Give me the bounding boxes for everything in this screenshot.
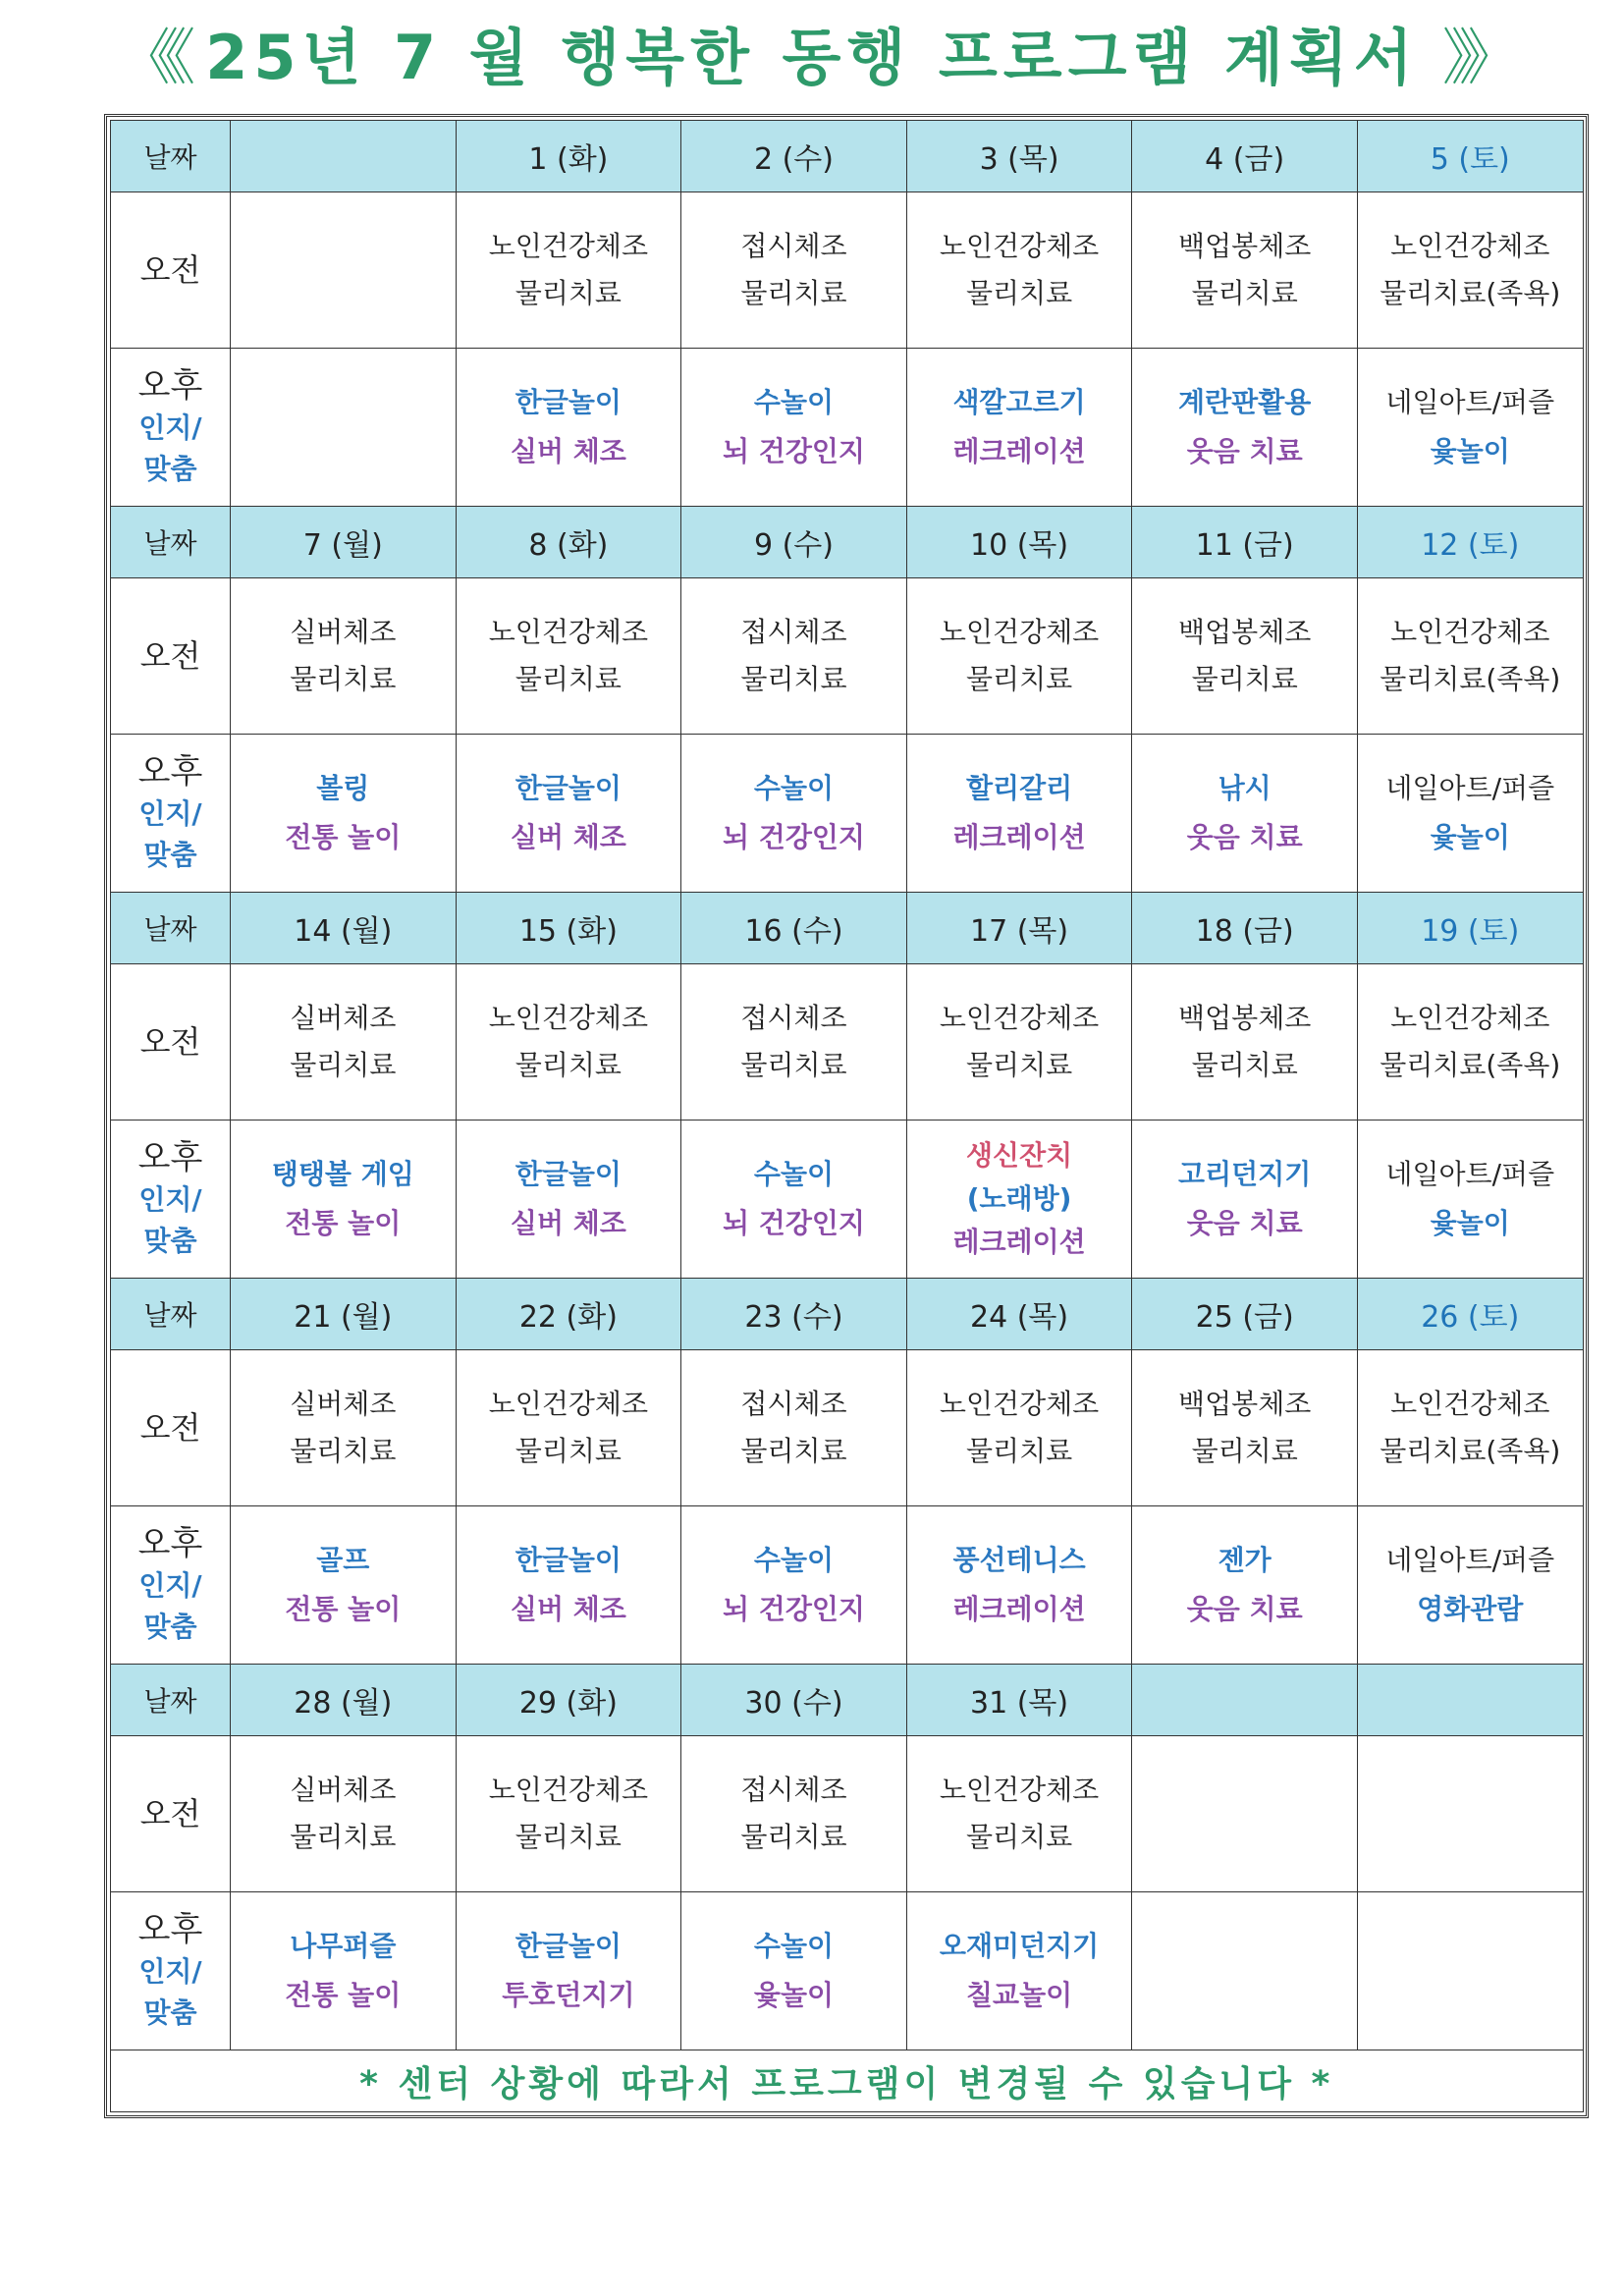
program-line: 레크레이션 [952,435,1086,467]
program-cell [456,1350,681,1506]
program-line: 노인건강체조 [488,1388,649,1420]
page-title [0,14,1624,102]
program-line: 윷놀이 [1430,1207,1510,1239]
program-cell [1357,1350,1583,1506]
program-line: 한글놀이 [514,772,622,804]
program-line: 물리치료 [740,1049,847,1081]
afternoon-label [111,1892,231,2050]
date-cell: 26 (토) [1357,1279,1583,1350]
program-line: 백업봉체조 [1178,230,1312,262]
program-line: 노인건강체조 [1390,230,1550,262]
program-cell [456,1736,681,1892]
program-line: 골프 [316,1544,370,1576]
afternoon-label [111,1121,231,1279]
program-cell [456,1121,681,1279]
program-line: 윷놀이 [1430,821,1510,853]
program-cell [231,578,457,735]
program-line: 접시체조 [740,1388,847,1420]
date-cell [1132,1665,1358,1736]
program-line: 전통 놀이 [285,1207,402,1239]
program-line: 뇌 건강인지 [722,1207,865,1239]
footer-notice: * 센터 상황에 따라서 프로그램이 변경될 수 있습니다 * [111,2050,1584,2112]
program-cell [1132,349,1358,507]
afternoon-row [111,735,1584,893]
program-cell [681,192,907,349]
program-line: 실버체조 [290,1388,397,1420]
program-line: 노인건강체조 [939,1388,1100,1420]
program-cell [1132,1736,1358,1892]
program-line: 실버 체조 [510,1593,626,1625]
program-cell [681,1506,907,1665]
date-cell: 21 (월) [231,1279,457,1350]
date-label: 날짜 [111,1665,231,1736]
program-line: 실버체조 [290,616,397,648]
date-cell: 11 (금) [1132,507,1358,578]
program-line: 노인건강체조 [488,1002,649,1034]
program-cell [1357,964,1583,1121]
program-cell [456,1506,681,1665]
program-cell [1357,349,1583,507]
program-cell [1357,1892,1583,2050]
program-line: 레크레이션 [952,821,1086,853]
afternoon-label-sub2: 맞춤 [143,839,197,871]
date-cell: 31 (목) [906,1665,1132,1736]
program-line: 계란판활용 [1178,386,1312,418]
date-row [111,1665,1584,1736]
program-cell [456,192,681,349]
program-line: 노인건강체조 [1390,1388,1550,1420]
program-cell [1357,578,1583,735]
date-cell: 14 (월) [231,893,457,964]
program-line: 노인건강체조 [939,230,1100,262]
program-line: 노인건강체조 [939,1002,1100,1034]
date-label: 날짜 [111,507,231,578]
program-line: 백업봉체조 [1178,1002,1312,1034]
date-cell: 29 (화) [456,1665,681,1736]
program-cell [906,735,1132,893]
program-cell [906,349,1132,507]
date-cell: 9 (수) [681,507,907,578]
program-line: 한글놀이 [514,1158,622,1190]
program-line: 백업봉체조 [1178,616,1312,648]
date-cell [1357,1665,1583,1736]
program-cell [456,964,681,1121]
program-cell [1132,1892,1358,2050]
program-line: 노인건강체조 [488,1774,649,1806]
title-left-bracket: 《《 [118,22,183,93]
date-cell: 15 (화) [456,893,681,964]
program-cell [1132,192,1358,349]
afternoon-label-main: 오후 [137,366,203,406]
date-cell: 18 (금) [1132,893,1358,964]
program-cell [681,349,907,507]
program-line: (노래방) [966,1182,1072,1215]
program-line: 물리치료 [740,1821,847,1853]
program-cell [1132,964,1358,1121]
program-line: 수놀이 [753,1158,835,1190]
program-cell [681,1350,907,1506]
program-line: 뇌 건강인지 [722,1593,865,1625]
date-label: 날짜 [111,121,231,192]
program-line: 물리치료 [514,1049,622,1081]
program-line: 네일아트/퍼즐 [1385,772,1555,804]
afternoon-row [111,1892,1584,2050]
morning-row [111,1736,1584,1892]
date-row [111,1279,1584,1350]
afternoon-label [111,735,231,893]
program-line: 수놀이 [753,772,835,804]
program-line: 웃음 치료 [1186,435,1303,467]
program-line: 수놀이 [753,1544,835,1576]
program-cell [681,964,907,1121]
program-line: 낚시 [1218,772,1272,804]
afternoon-label [111,349,231,507]
program-cell [681,1736,907,1892]
program-cell [681,735,907,893]
program-line: 오재미던지기 [939,1930,1100,1962]
morning-label: 오전 [111,192,231,349]
program-cell [906,1892,1132,2050]
program-line: 고리던지기 [1178,1158,1312,1190]
title-text: 25년 7 월 행복한 동행 프로그램 계획서 [205,22,1419,93]
program-cell [1357,192,1583,349]
program-cell [906,964,1132,1121]
afternoon-label [111,1506,231,1665]
morning-row [111,192,1584,349]
program-line: 네일아트/퍼즐 [1385,1158,1555,1190]
program-line: 물리치료 [1191,1049,1298,1081]
date-row [111,893,1584,964]
program-line: 물리치료 [514,663,622,695]
program-line: 접시체조 [740,230,847,262]
program-line: 물리치료 [290,663,397,695]
morning-label: 오전 [111,1350,231,1506]
program-cell [231,1736,457,1892]
program-cell [1357,1506,1583,1665]
program-line: 색깔고르기 [952,386,1086,418]
program-cell [231,1506,457,1665]
program-line: 물리치료 [965,1049,1073,1081]
date-cell: 4 (금) [1132,121,1358,192]
afternoon-row [111,1506,1584,1665]
program-line: 풍선테니스 [952,1544,1086,1576]
afternoon-row [111,1121,1584,1279]
program-line: 노인건강체조 [488,230,649,262]
morning-row [111,578,1584,735]
program-line: 칠교놀이 [965,1979,1073,2011]
program-line: 노인건강체조 [488,616,649,648]
program-line: 투호던지기 [502,1979,635,2011]
morning-label: 오전 [111,964,231,1121]
program-line: 뇌 건강인지 [722,435,865,467]
schedule-table [110,120,1584,2112]
morning-label: 오전 [111,578,231,735]
afternoon-label-sub1: 인지/ [138,411,202,444]
program-cell [456,578,681,735]
program-line: 젠가 [1218,1544,1272,1576]
title-right-bracket: 》》 [1441,22,1506,93]
program-cell [1357,1736,1583,1892]
date-cell: 19 (토) [1357,893,1583,964]
morning-label: 오전 [111,1736,231,1892]
date-cell: 7 (월) [231,507,457,578]
date-label: 날짜 [111,1279,231,1350]
program-line: 전통 놀이 [285,1593,402,1625]
program-line: 물리치료 [1191,277,1298,309]
program-line: 물리치료 [290,1435,397,1467]
date-cell [231,121,457,192]
date-cell: 28 (월) [231,1665,457,1736]
program-line: 접시체조 [740,616,847,648]
afternoon-label-main: 오후 [137,1524,203,1563]
date-cell: 25 (금) [1132,1279,1358,1350]
program-cell [1132,1121,1358,1279]
afternoon-label-main: 오후 [137,1138,203,1177]
program-line: 실버 체조 [510,435,626,467]
program-cell [231,1350,457,1506]
program-line: 백업봉체조 [1178,1388,1312,1420]
afternoon-label-sub2: 맞춤 [143,1611,197,1643]
afternoon-label-sub1: 인지/ [138,1569,202,1602]
date-cell: 12 (토) [1357,507,1583,578]
date-cell: 17 (목) [906,893,1132,964]
program-line: 한글놀이 [514,386,622,418]
afternoon-label-sub2: 맞춤 [143,1225,197,1257]
date-row [111,507,1584,578]
program-line: 네일아트/퍼즐 [1385,386,1555,418]
program-cell [456,1892,681,2050]
program-line: 물리치료 [740,277,847,309]
program-cell [231,1121,457,1279]
date-label: 날짜 [111,893,231,964]
program-cell [1132,735,1358,893]
date-row [111,121,1584,192]
program-line: 윷놀이 [1430,435,1510,467]
program-cell [231,964,457,1121]
program-line: 네일아트/퍼즐 [1385,1544,1555,1576]
program-cell [906,192,1132,349]
date-cell: 10 (목) [906,507,1132,578]
program-line: 물리치료(족욕) [1380,663,1561,695]
program-line: 탱탱볼 게임 [271,1158,414,1190]
afternoon-label-sub1: 인지/ [138,797,202,830]
schedule-sheet [104,114,1589,2118]
morning-row [111,964,1584,1121]
program-cell [681,1121,907,1279]
program-cell [681,578,907,735]
date-cell: 16 (수) [681,893,907,964]
date-cell: 23 (수) [681,1279,907,1350]
program-line: 전통 놀이 [285,1979,402,2011]
program-line: 물리치료 [1191,663,1298,695]
program-line: 실버체조 [290,1002,397,1034]
afternoon-label-sub2: 맞춤 [143,1996,197,2029]
program-line: 물리치료(족욕) [1380,1435,1561,1467]
program-line: 노인건강체조 [1390,616,1550,648]
afternoon-row [111,349,1584,507]
program-line: 물리치료 [290,1049,397,1081]
program-line: 물리치료 [965,1821,1073,1853]
program-cell [906,1506,1132,1665]
program-line: 웃음 치료 [1186,1593,1303,1625]
date-cell: 8 (화) [456,507,681,578]
program-cell [1357,735,1583,893]
program-line: 실버 체조 [510,1207,626,1239]
afternoon-label-main: 오후 [137,752,203,792]
program-line: 나무퍼즐 [290,1930,397,1962]
afternoon-label-main: 오후 [137,1910,203,1949]
program-line: 레크레이션 [952,1593,1086,1625]
program-cell [231,349,457,507]
morning-row [111,1350,1584,1506]
program-line: 물리치료 [965,1435,1073,1467]
program-cell [1132,1350,1358,1506]
date-cell: 22 (화) [456,1279,681,1350]
program-line: 윷놀이 [753,1979,835,2011]
program-cell [231,192,457,349]
program-cell [906,1350,1132,1506]
afternoon-label-sub2: 맞춤 [143,453,197,485]
program-line: 웃음 치료 [1186,821,1303,853]
date-cell: 5 (토) [1357,121,1583,192]
program-cell [1132,578,1358,735]
program-line: 접시체조 [740,1002,847,1034]
program-line: 물리치료 [965,277,1073,309]
program-line: 한글놀이 [514,1544,622,1576]
program-line: 생신잔치 [965,1139,1073,1172]
program-cell [456,349,681,507]
program-line: 레크레이션 [952,1226,1086,1258]
program-cell [231,1892,457,2050]
program-line: 노인건강체조 [939,1774,1100,1806]
program-cell [1357,1121,1583,1279]
program-line: 물리치료 [514,277,622,309]
afternoon-label-sub1: 인지/ [138,1955,202,1988]
program-line: 물리치료 [514,1821,622,1853]
date-cell: 1 (화) [456,121,681,192]
program-line: 물리치료 [965,663,1073,695]
program-line: 전통 놀이 [285,821,402,853]
program-line: 물리치료 [514,1435,622,1467]
program-line: 한글놀이 [514,1930,622,1962]
program-cell [906,578,1132,735]
program-line: 수놀이 [753,386,835,418]
date-cell: 3 (목) [906,121,1132,192]
program-cell [906,1736,1132,1892]
program-line: 영화관람 [1417,1593,1524,1625]
program-line: 물리치료 [740,663,847,695]
program-line: 노인건강체조 [939,616,1100,648]
program-line: 물리치료(족욕) [1380,277,1561,309]
date-cell: 30 (수) [681,1665,907,1736]
date-cell: 2 (수) [681,121,907,192]
program-line: 접시체조 [740,1774,847,1806]
program-cell [681,1892,907,2050]
program-cell [1132,1506,1358,1665]
program-line: 물리치료 [740,1435,847,1467]
program-line: 볼링 [316,772,370,804]
program-line: 물리치료(족욕) [1380,1049,1561,1081]
program-line: 웃음 치료 [1186,1207,1303,1239]
date-cell: 24 (목) [906,1279,1132,1350]
program-line: 물리치료 [1191,1435,1298,1467]
program-cell [456,735,681,893]
program-cell [231,735,457,893]
program-line: 실버 체조 [510,821,626,853]
footer-row [111,2050,1584,2112]
program-line: 물리치료 [290,1821,397,1853]
program-line: 할리갈리 [965,772,1073,804]
program-cell [906,1121,1132,1279]
afternoon-label-sub1: 인지/ [138,1183,202,1216]
program-line: 뇌 건강인지 [722,821,865,853]
program-line: 실버체조 [290,1774,397,1806]
program-line: 수놀이 [753,1930,835,1962]
program-line: 노인건강체조 [1390,1002,1550,1034]
